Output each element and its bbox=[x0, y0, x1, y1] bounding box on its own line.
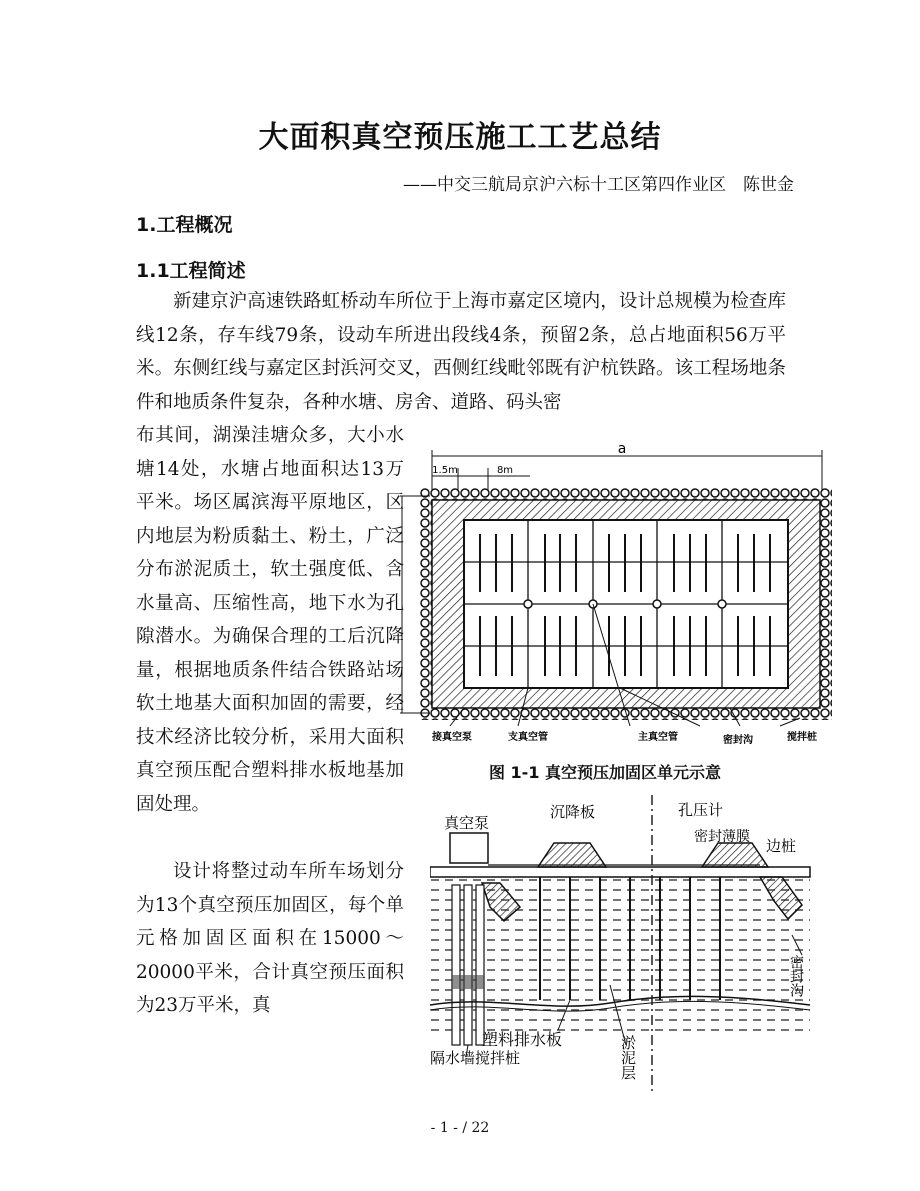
dim-a-label: a bbox=[617, 441, 627, 457]
paragraph-2: 设计将整过动车所车场划分为13个真空预压加固区，每个单元格加固区面积在15000～20000平米，合计真空预压面积为23万平米，真 bbox=[136, 861, 404, 1016]
fig1-label-branch-pipe: 支真空管 bbox=[508, 732, 548, 743]
figure-2-section-diagram bbox=[430, 795, 820, 1095]
fig2-label-membrane: 密封薄膜 bbox=[694, 829, 750, 845]
fig2-label-seal-trench: 密封沟 bbox=[788, 955, 804, 997]
fig1-label-mix-pile: 搅拌桩 bbox=[787, 732, 817, 743]
section-heading-1-1: 1.1工程简述 bbox=[136, 260, 246, 282]
figure-1-plan-diagram bbox=[400, 438, 840, 750]
paragraph-1-narrow: 布其间，湖澡洼塘众多，大小水塘14处，水塘占地面积达13万平米。场区属滨海平原地区，区内地层为粉质黏土、粉土，广泛分布淤泥质土，软土强度低、含水量高、压缩性高，地下水为孔隙潜水。为确保合理的工后沉降量，根据地质条件结合铁路站场软土地基大面积加固的需要，经技术经济比较分析，采用大面积真空预压配合塑料排水板地基加固处理。 bbox=[136, 425, 404, 815]
fig1-label-seal-trench: 密封沟 bbox=[723, 735, 753, 746]
page-number: - 1 - / 22 bbox=[430, 1120, 490, 1136]
fig2-label-settlement-plate: 沉降板 bbox=[550, 803, 596, 821]
fig2-label-silt-layer: 淤泥层 bbox=[619, 1035, 637, 1080]
fig2-label-piezometer: 孔压计 bbox=[678, 801, 724, 819]
figure-1-caption: 图 1-1 真空预压加固区单元示意 bbox=[488, 763, 722, 782]
dim-1-5m-label: 1.5m bbox=[432, 465, 458, 476]
fig1-label-pump: 接真空泵 bbox=[432, 732, 472, 743]
fig1-label-main-pipe: 主真空管 bbox=[638, 732, 678, 743]
dim-8m-label: 8m bbox=[496, 465, 514, 476]
section-heading-1: 1.工程概况 bbox=[136, 214, 233, 236]
fig2-label-drain-board: 塑料排水板 bbox=[482, 1030, 563, 1049]
fig2-label-mix-pile: 隔水墙搅拌桩 bbox=[430, 1049, 521, 1067]
fig2-label-edge-pile: 边桩 bbox=[766, 837, 797, 855]
author-line: ——中交三航局京沪六标十工区第四作业区 陈世金 bbox=[403, 175, 794, 195]
paragraph-1-wide: 新建京沪高速铁路虹桥动车所位于上海市嘉定区境内，设计总规模为检查库线12条，存车线79条，设动车所进出段线4条，预留2条，总占地面积56万平米。东侧红线与嘉定区封浜河交叉，西侧红线毗邻既有沪杭铁路。该工程场地条件和地质条件复杂，各种水塘、房舍、道路、码头密 bbox=[136, 291, 786, 413]
fig2-label-pump: 真空泵 bbox=[444, 814, 490, 832]
page-title: 大面积真空预压施工工艺总结 bbox=[258, 120, 662, 155]
